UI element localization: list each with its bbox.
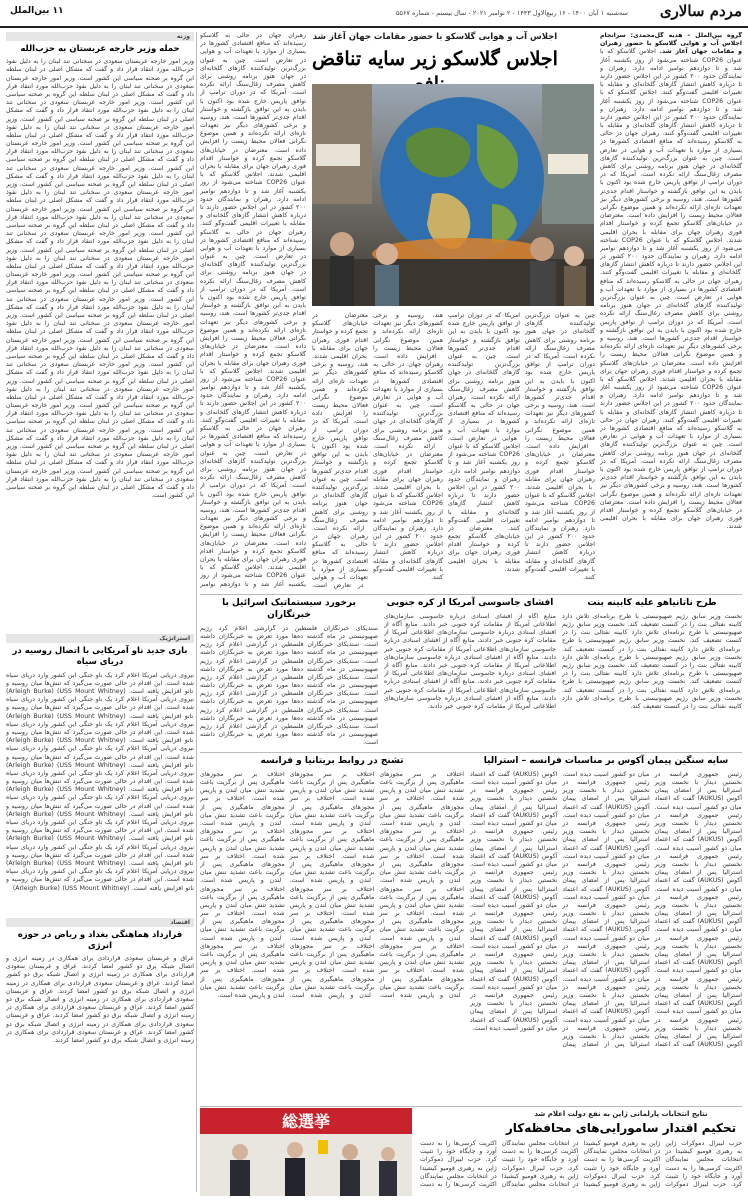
ukfr-p1: اختلاف بر سر مجوزهای ماهیگیری پس از برگزیت باعث تشدید تنش میان لندن و پاریس شده است. <box>379 770 464 803</box>
lead-photo-globe-protest <box>312 84 594 306</box>
ukfr-p19: اختلاف بر سر مجوزهای ماهیگیری پس از برگزیت باعث تشدید تنش میان لندن و پاریس شده است. <box>200 828 285 860</box>
netanyahu-p1: نخست وزیر سابق رژیم صهیونیستی با طرح برنامه‌ای تلاش دارد کابینه نفتالی بنت را در کنست تضعیف کند. <box>562 612 742 629</box>
lead-cont-9: آمریکا که در دوران ترامپ از توافق پاریس خارج شده بود اکنون با بایدن به این توافق بازگشته و خواستار اقدام جدی‌تر کشورها است. <box>200 285 306 318</box>
row-divider-2 <box>200 752 742 753</box>
sidebar-a1-p19: وزیر امور خارجه عربستان سعودی در سخنانی تند لبنان را به دلیل نفوذ حزب‌الله مورد انتقاد قرار داد و گفت که مشکل اصلی در لبنان سلطه این گروه بر صحنه سیاسی این کشور است. <box>6 443 194 475</box>
ukfr-p7: اختلاف بر سر مجوزهای ماهیگیری پس از برگزیت باعث تشدید تنش میان لندن و پاریس شده است. <box>379 942 464 975</box>
lead-col4-text2: آمریکا که در دوران ترامپ از توافق پاریس خارج شده بود اکنون با بایدن به این توافق بازگشته و خواستار اقدام جدی‌تر کشورها است. <box>525 352 595 410</box>
article-netanyahu <box>562 598 742 748</box>
lead-col3-text2: چین به عنوان بزرگ‌ترین تولیدکننده گازهای گلخانه‌ای در جهان هنوز برنامه روشنی برای کاهش مصرف زغال‌سنگ ارائه نکرده است. <box>448 352 520 401</box>
aukus-p7: رئیس جمهوری فرانسه در نخستین دیدار با نخست وزیر استرالیا پس از امضای پیمان آکوس (AUKUS) گفت که اعتماد میان دو کشور آسیب دیده است. <box>562 770 742 1049</box>
sidebar-section-head-1: وزنه <box>6 32 194 41</box>
ukfr-p5: اختلاف بر سر مجوزهای ماهیگیری پس از برگزیت باعث تشدید تنش میان لندن و پاریس شده است. <box>379 885 464 918</box>
lead-col2-text2: رهبران جهان در حالی به گلاسکو رسیده‌اند که منافع اقتصادی کشورها در بسیاری از موارد با تعهدات آب و هوایی در تعارض است. <box>373 361 443 410</box>
lead-cont-8: چین به عنوان بزرگ‌ترین تولیدکننده گازهای گلخانه‌ای در جهان هنوز برنامه روشنی برای کاهش مصرف زغال‌سنگ ارائه نکرده است. <box>200 253 306 293</box>
aukus-p17: رئیس جمهوری فرانسه در نخستین دیدار با نخست وزیر استرالیا پس از امضای پیمان آکوس (AUKUS) گفت که اعتماد میان دو کشور آسیب دیده است. <box>470 869 558 909</box>
lead-column-1 <box>312 312 368 590</box>
sidebar-a2-p6: نیروی دریایی آمریکا اعلام کرد یک ناو جنگی این کشور وارد دریای سیاه شده است. این اقدام در حالی صورت می‌گیرد که تنش‌ها میان روسیه و ناتو افزایش یافته است. (USS Mount Whitney) (Arleigh Burke) <box>6 794 194 818</box>
lead-col-e-more2: معترضان در خیابان‌های گلاسکو تجمع کرده و خواستار اقدام فوری رهبران جهان برای مقابله با بحران اقلیمی شدند. <box>600 498 742 531</box>
korea-spy-body <box>384 613 556 741</box>
sidebar-article1-body <box>6 58 194 628</box>
aukus-p16: رئیس جمهوری فرانسه در نخستین دیدار با نخست وزیر استرالیا پس از امضای پیمان آکوس (AUKUS) گفت که اعتماد میان دو کشور آسیب دیده است. <box>470 828 558 868</box>
israel-p5: سندیکای خبرنگاران فلسطین در گزارشی اعلام کرد رژیم صهیونیستی در ماه گذشته ده‌ها مورد تعرض به خبرنگاران داشته است. <box>200 690 378 714</box>
lead-col-e: معترضان در خیابان‌های گلاسکو تجمع کرده و خواستار اقدام فوری رهبران جهان برای مقابله با بحران اقلیمی شدند. <box>600 212 742 244</box>
lead-cont-4: هند، روسیه و برخی کشورهای دیگر نیز تعهدات تازه‌ای ارائه نکرده‌اند و همین موضوع نگرانی فعالان محیط زیست را افزایش داده است. <box>200 113 306 154</box>
korea-p5: منابع آگاه از افشای اسنادی درباره جاسوسی سازمان‌های اطلاعاتی آمریکا از مقامات کره جنوبی خبر دادند. <box>384 662 556 686</box>
aukus-p10: رئیس جمهوری فرانسه در نخستین دیدار با نخست وزیر استرالیا پس از امضای پیمان آکوس (AUKUS) گفت که اعتماد میان دو کشور آسیب دیده است. <box>562 860 650 901</box>
sidebar-article1-title[interactable]: حمله وزیر خارجه عربستان به حزب‌الله <box>20 44 180 54</box>
sidebar-a1-p7: وزیر امور خارجه عربستان سعودی در سخنانی تند لبنان را به دلیل نفوذ حزب‌الله مورد انتقاد قرار داد و گفت که مشکل اصلی در لبنان سلطه این گروه بر صحنه سیاسی این کشور است. <box>6 181 194 213</box>
korea-p3: منابع آگاه از افشای اسنادی درباره جاسوسی سازمان‌های اطلاعاتی آمریکا از مقامات کره جنوبی خبر دادند. <box>384 637 556 661</box>
sidebar-a1-p18: وزیر امور خارجه عربستان سعودی در سخنانی تند لبنان را به دلیل نفوذ حزب‌الله مورد انتقاد قرار داد و گفت که مشکل اصلی در لبنان سلطه این گروه بر صحنه سیاسی این کشور است. <box>6 426 194 451</box>
ukfr-p8: اختلاف بر سر مجوزهای ماهیگیری پس از برگزیت باعث تشدید تنش میان لندن و پاریس شده است. <box>379 967 464 999</box>
netanyahu-p4: نخست وزیر سابق رژیم صهیونیستی با طرح برنامه‌ای تلاش دارد کابینه نفتالی بنت را در کنست تضعیف کند. <box>562 653 742 669</box>
netanyahu-body <box>562 613 742 741</box>
sidebar-a1-p20: وزیر امور خارجه عربستان سعودی در سخنانی تند لبنان را به دلیل نفوذ حزب‌الله مورد انتقاد قرار داد و گفت که مشکل اصلی در لبنان سلطه این گروه بر صحنه سیاسی این کشور است. <box>6 467 194 500</box>
lead-col3-text5: معترضان در خیابان‌های گلاسکو تجمع کرده و خواستار اقدام فوری رهبران جهان برای مقابله با بحران اقلیمی شدند. <box>448 524 520 573</box>
japan-p4: حزب لیبرال دموکرات ژاپن به رهبری فومیو کیشیدا در انتخابات مجلس نمایندگان اکثریت کرسی‌ها را به دست آورد و جایگاه خود را تثبیت کرد. <box>420 1140 579 1188</box>
japan-banner-sign: 総選挙 <box>281 1112 331 1131</box>
issue-info: سه‌شنبه ۱ آبان ۱۴۰۰ - ۱۶ ربیع‌الاول ۱۴۴۳ - ۲ نوامبر ۲۰۲۱ - سال بیستم - شماره ۵۵۶۷ <box>395 9 628 17</box>
aukus-p4: رئیس جمهوری فرانسه در نخستین دیدار با نخست وزیر استرالیا پس از امضای پیمان آکوس (AUKUS) گفت که اعتماد میان دو کشور آسیب دیده است. <box>654 893 742 934</box>
lead-col-a-more: رهبران جهان در حالی به گلاسکو رسیده‌اند که منافع اقتصادی کشورها در بسیاری از موارد با تعهدات آب و هوایی در تعارض است. <box>600 277 742 301</box>
lead-col-c-more: آمریکا که در دوران ترامپ از توافق پاریس خارج شده بود اکنون با بایدن به این توافق بازگشته و خواستار اقدام جدی‌تر کشورها است. <box>600 318 742 342</box>
lead-title: اجلاس گلاسکو زیر سایه تناقض <box>312 48 558 71</box>
korea-p6: منابع آگاه از افشای اسنادی درباره جاسوسی سازمان‌های اطلاعاتی آمریکا از مقامات کره جنوبی خبر دادند. <box>384 678 556 702</box>
japan-kicker: نتایج انتخابات پارلمانی ژاپن به نفع دولت اعلام شد <box>534 1110 708 1118</box>
article-aukus <box>470 756 742 1101</box>
ukfr-p15: اختلاف بر سر مجوزهای ماهیگیری پس از برگزیت باعث تشدید تنش میان لندن و پاریس شده است. <box>289 942 375 975</box>
sidebar-article3-title[interactable]: قرارداد هماهنگی بغداد و ریاض در حوزه انرژی <box>17 929 183 951</box>
sidebar-a2-p5: نیروی دریایی آمریکا اعلام کرد یک ناو جنگی این کشور وارد دریای سیاه شده است. این اقدام در حالی صورت می‌گیرد که تنش‌ها میان روسیه و ناتو افزایش یافته است. (USS Mount Whitney) (Arleigh Burke) <box>6 769 194 794</box>
sidebar-a1-p14: وزیر امور خارجه عربستان سعودی در سخنانی تند لبنان را به دلیل نفوذ حزب‌الله مورد انتقاد قرار داد و گفت که مشکل اصلی در لبنان سلطه این گروه بر صحنه سیاسی این کشور است. <box>6 336 194 369</box>
israel-p4: سندیکای خبرنگاران فلسطین در گزارشی اعلام کرد رژیم صهیونیستی در ماه گذشته ده‌ها مورد تعرض به خبرنگاران داشته است. <box>200 673 378 698</box>
sidebar-a1-p5: وزیر امور خارجه عربستان سعودی در سخنانی تند لبنان را به دلیل نفوذ حزب‌الله مورد انتقاد قرار داد و گفت که مشکل اصلی در لبنان سلطه این گروه بر صحنه سیاسی این کشور است. <box>6 140 194 172</box>
ukfr-p6: اختلاف بر سر مجوزهای ماهیگیری پس از برگزیت باعث تشدید تنش میان لندن و پاریس شده است. <box>379 910 464 942</box>
sidebar-article2-body <box>6 672 194 912</box>
sidebar-a3-p5: عراق و عربستان سعودی قراردادی برای همکاری در زمینه انرژی و اتصال شبکه برق دو کشور امضا کردند. <box>6 1004 194 1020</box>
ukfr-p16: اختلاف بر سر مجوزهای ماهیگیری پس از برگزیت باعث تشدید تنش میان لندن و پاریس شده است. <box>289 967 375 999</box>
lead-col-c: آمریکا که در دوران ترامپ از توافق پاریس خارج شده بود اکنون با بایدن به این توافق بازگشته و خواستار اقدام جدی‌تر کشورها است. <box>600 171 742 203</box>
sidebar-a3-p6: عراق و عربستان سعودی قراردادی برای همکاری در زمینه انرژی و اتصال شبکه برق دو کشور امضا کردند. <box>6 1012 194 1036</box>
lead-col-a: رهبران جهان در حالی به گلاسکو رسیده‌اند که منافع اقتصادی کشورها در بسیاری از موارد با تعهدات آب و هوایی در تعارض است. <box>600 130 742 162</box>
sidebar-a2-p2: نیروی دریایی آمریکا اعلام کرد یک ناو جنگی این کشور وارد دریای سیاه شده است. این اقدام در حالی صورت می‌گیرد که تنش‌ها میان روسیه و ناتو افزایش یافته است. (USS Mount Whitney) (Arleigh Burke) <box>6 696 194 720</box>
aukus-p14: رئیس جمهوری فرانسه در نخستین دیدار با نخست وزیر استرالیا پس از امضای پیمان آکوس (AUKUS) گفت که اعتماد میان دو کشور آسیب دیده است. <box>470 770 650 1049</box>
lead-cont-5: معترضان در خیابان‌های گلاسکو تجمع کرده و خواستار اقدام فوری رهبران جهان برای مقابله با بحران اقلیمی شدند. <box>200 146 306 179</box>
ukfr-p20: اختلاف بر سر مجوزهای ماهیگیری پس از برگزیت باعث تشدید تنش میان لندن و پاریس شده است. <box>200 852 285 885</box>
aukus-p18: رئیس جمهوری فرانسه در نخستین دیدار با نخست وزیر استرالیا پس از امضای پیمان آکوس (AUKUS) گفت که اعتماد میان دو کشور آسیب دیده است. <box>470 910 558 950</box>
sidebar-a2-p3: نیروی دریایی آمریکا اعلام کرد یک ناو جنگی این کشور وارد دریای سیاه شده است. این اقدام در حالی صورت می‌گیرد که تنش‌ها میان روسیه و ناتو افزایش یافته است. (USS Mount Whitney) (Arleigh Burke) <box>6 720 194 745</box>
uk-france-body <box>200 771 464 1091</box>
ukfr-p2: اختلاف بر سر مجوزهای ماهیگیری پس از برگزیت باعث تشدید تنش میان لندن و پاریس شده است. <box>379 795 464 827</box>
sidebar-a1-p13: وزیر امور خارجه عربستان سعودی در سخنانی تند لبنان را به دلیل نفوذ حزب‌الله مورد انتقاد قرار داد و گفت که مشکل اصلی در لبنان سلطه این گروه بر صحنه سیاسی این کشور است. <box>6 312 194 344</box>
section-label: بین‌الملل <box>10 6 50 16</box>
lead-col1-text: معترضان در خیابان‌های گلاسکو تجمع کرده و خواستار اقدام فوری رهبران جهان برای مقابله با بحران اقلیمی شدند. <box>312 312 368 360</box>
netanyahu-p6: نخست وزیر سابق رژیم صهیونیستی با طرح برنامه‌ای تلاش دارد کابینه نفتالی بنت را در کنست تضعیف کند. <box>562 678 741 694</box>
lead-intro: گروه بین‌الملل – هدیه گل‌محمدی: سرانجام اجلاس آب و هوایی گلاسکو با حضور رهبران و مقامات جهان آغاز شد. <box>600 32 742 56</box>
lead-col-c-more2: آمریکا که در دوران ترامپ از توافق پاریس خارج شده بود اکنون با بایدن به این توافق بازگشته و خواستار اقدام جدی‌تر کشورها است. <box>600 457 742 490</box>
ukfr-p9: اختلاف بر سر مجوزهای ماهیگیری پس از برگزیت باعث تشدید تنش میان لندن و پاریس شده است. <box>289 770 375 803</box>
uk-france-title[interactable]: تشنج در روابط بریتانیا و فرانسه <box>260 756 404 766</box>
lead-cont-7: رهبران جهان در حالی به گلاسکو رسیده‌اند که منافع اقتصادی کشورها در بسیاری از موارد با تعهدات آب و هوایی در تعارض است. <box>200 228 306 261</box>
lead-continuation-column <box>200 32 306 588</box>
ukfr-p12: اختلاف بر سر مجوزهای ماهیگیری پس از برگزیت باعث تشدید تنش میان لندن و پاریس شده است. <box>289 852 375 885</box>
lead-intro-column <box>600 32 742 672</box>
israel-journalists-title[interactable]: برخورد سیستماتیک اسرائیل با خبرنگاران <box>222 598 356 620</box>
lead-col4-text3: هند، روسیه و برخی کشورهای دیگر نیز تعهدات تازه‌ای ارائه نکرده‌اند و همین موضوع نگرانی فعالان محیط زیست را افزایش داده است. <box>525 402 595 450</box>
ukfr-p17: اختلاف بر سر مجوزهای ماهیگیری پس از برگزیت باعث تشدید تنش میان لندن و پاریس شده است. <box>200 770 285 803</box>
netanyahu-p3: نخست وزیر سابق رژیم صهیونیستی با طرح برنامه‌ای تلاش دارد کابینه نفتالی بنت را در کنست تضعیف کند. <box>562 637 741 653</box>
netanyahu-p2: نخست وزیر سابق رژیم صهیونیستی با طرح برنامه‌ای تلاش دارد کابینه نفتالی بنت را در کنست تضعیف کند. <box>562 621 742 645</box>
lead-column-4 <box>525 312 595 590</box>
ukfr-p18: اختلاف بر سر مجوزهای ماهیگیری پس از برگزیت باعث تشدید تنش میان لندن و پاریس شده است. <box>200 795 285 827</box>
lead-col-b-more2: چین به عنوان بزرگ‌ترین تولیدکننده گازهای گلخانه‌ای در جهان هنوز برنامه روشنی برای کاهش مصرف زغال‌سنگ ارائه نکرده است. <box>600 441 742 465</box>
row-divider-3 <box>200 1106 742 1107</box>
lead-cont-2: چین به عنوان بزرگ‌ترین تولیدکننده گازهای گلخانه‌ای در جهان هنوز برنامه روشنی برای کاهش مصرف زغال‌سنگ ارائه نکرده است. <box>200 56 306 97</box>
ukfr-p23: اختلاف بر سر مجوزهای ماهیگیری پس از برگزیت باعث تشدید تنش میان لندن و پاریس شده است. <box>200 942 285 975</box>
aukus-p5: رئیس جمهوری فرانسه در نخستین دیدار با نخست وزیر استرالیا پس از امضای پیمان آکوس (AUKUS) گفت که اعتماد میان دو کشور آسیب دیده است. <box>654 934 742 975</box>
article-uk-france <box>200 756 464 1101</box>
japan-p2: حزب لیبرال دموکرات ژاپن به رهبری فومیو کیشیدا در انتخابات مجلس نمایندگان اکثریت کرسی‌ها را به دست آورد و جایگاه خود را تثبیت کرد. <box>583 1140 727 1188</box>
lead-cont-16: هند، روسیه و برخی کشورهای دیگر نیز تعهدات تازه‌ای ارائه نکرده‌اند و همین موضوع نگرانی فعالان محیط زیست را افزایش داده است. <box>200 506 306 547</box>
sidebar-a3-p3: عراق و عربستان سعودی قراردادی برای همکاری در زمینه انرژی و اتصال شبکه برق دو کشور امضا کردند. <box>6 979 194 995</box>
ukfr-p4: اختلاف بر سر مجوزهای ماهیگیری پس از برگزیت باعث تشدید تنش میان لندن و پاریس شده است. <box>379 852 464 885</box>
lead-cont-11: معترضان در خیابان‌های گلاسکو تجمع کرده و خواستار اقدام فوری رهبران جهان برای مقابله با بحران اقلیمی شدند. <box>200 343 306 375</box>
korea-p7: منابع آگاه از افشای اسنادی درباره جاسوسی سازمان‌های اطلاعاتی آمریکا از مقامات کره جنوبی خبر دادند. <box>384 694 556 710</box>
netanyahu-p7: نخست وزیر سابق رژیم صهیونیستی با طرح برنامه‌ای تلاش دارد کابینه نفتالی بنت را در کنست تضعیف کند. <box>562 694 742 710</box>
aukus-p13: رئیس جمهوری فرانسه در نخستین دیدار با نخست وزیر استرالیا پس از امضای پیمان آکوس (AUKUS) گفت که اعتماد میان دو کشور آسیب دیده است. <box>562 983 650 1024</box>
lead-kicker: اجلاس آب و هوایی گلاسکو با حضور مقامات جهان آغاز شد <box>312 32 558 42</box>
ukfr-p21: اختلاف بر سر مجوزهای ماهیگیری پس از برگزیت باعث تشدید تنش میان لندن و پاریس شده است. <box>200 885 285 918</box>
sidebar-a1-p2: وزیر امور خارجه عربستان سعودی در سخنانی تند لبنان را به دلیل نفوذ حزب‌الله مورد انتقاد قرار داد و گفت که مشکل اصلی در لبنان سلطه این گروه بر صحنه سیاسی این کشور است. <box>6 74 194 107</box>
lead-col1-text3: آمریکا که در دوران ترامپ از توافق پاریس خارج شده بود اکنون با بایدن به این توافق بازگشته و خواستار اقدام جدی‌تر کشورها است. <box>312 418 368 483</box>
korea-spy-title[interactable]: افشای جاسوسی آمریکا از کره جنوبی <box>386 598 554 608</box>
aukus-p9: رئیس جمهوری فرانسه در نخستین دیدار با نخست وزیر استرالیا پس از امضای پیمان آکوس (AUKUS) گفت که اعتماد میان دو کشور آسیب دیده است. <box>562 820 650 860</box>
lead-cont-18: اجلاس گلاسکو که با عنوان COP26 شناخته می‌شود از روز یکشنبه آغاز شد و تا دوازدهم نوامبر <box>200 564 306 588</box>
sidebar-a1-p17: وزیر امور خارجه عربستان سعودی در سخنانی تند لبنان را به دلیل نفوذ حزب‌الله مورد انتقاد قرار داد و گفت که مشکل اصلی در لبنان سلطه این گروه بر صحنه سیاسی این کشور است. <box>6 402 194 434</box>
japan-headline-block <box>500 1110 742 1137</box>
sidebar-divider <box>196 32 197 1192</box>
sidebar-a3-p7: عراق و عربستان سعودی قراردادی برای همکاری در زمینه انرژی و اتصال شبکه برق دو کشور امضا کردند. <box>6 1028 194 1044</box>
sidebar-a1-p3: وزیر امور خارجه عربستان سعودی در سخنانی تند لبنان را به دلیل نفوذ حزب‌الله مورد انتقاد قرار داد و گفت که مشکل اصلی در لبنان سلطه این گروه بر صحنه سیاسی این کشور است. <box>6 99 194 123</box>
israel-p3: سندیکای خبرنگاران فلسطین در گزارشی اعلام کرد رژیم صهیونیستی در ماه گذشته ده‌ها مورد تعرض به خبرنگاران داشته است. <box>200 657 378 681</box>
lead-body-cont: اجلاس گلاسکو که با عنوان COP26 شناخته می‌شود از روز یکشنبه آغاز شد و تا دوازدهم نوامبر ادامه دارد. رهبران و نمایندگان حدود ۲۰۰ کشور در این اجلاس حضور دارند تا درباره کاهش انتشار گازهای گلخانه‌ای و مقابله با تغییرات اقلیمی گفت‌وگو کنند. <box>600 89 742 138</box>
lead-col-a-more2: رهبران جهان در حالی به گلاسکو رسیده‌اند که منافع اقتصادی کشورها در بسیاری از موارد با تعهدات آب و هوایی در تعارض است. <box>600 416 742 449</box>
sidebar-section-head-3: اقتصاد <box>6 918 194 927</box>
lead-col-b: چین به عنوان بزرگ‌ترین تولیدکننده گازهای گلخانه‌ای در جهان هنوز برنامه روشنی برای کاهش مصرف زغال‌سنگ ارائه نکرده است. <box>600 154 742 179</box>
korea-p4: منابع آگاه از افشای اسنادی درباره جاسوسی سازمان‌های اطلاعاتی آمریکا از مقامات کره جنوبی خبر دادند. <box>384 653 556 669</box>
lead-column-3 <box>448 312 520 590</box>
sidebar-a1-p8: وزیر امور خارجه عربستان سعودی در سخنانی تند لبنان را به دلیل نفوذ حزب‌الله مورد انتقاد قرار داد و گفت که مشکل اصلی در لبنان سلطه این گروه بر صحنه سیاسی این کشور است. <box>6 205 194 238</box>
aukus-p6: رئیس جمهوری فرانسه در نخستین دیدار با نخست وزیر استرالیا پس از امضای پیمان آکوس (AUKUS) گفت که اعتماد میان دو کشور آسیب دیده است. <box>654 975 742 1016</box>
masthead <box>0 0 748 28</box>
korea-p1: منابع آگاه از افشای اسنادی درباره جاسوسی سازمان‌های اطلاعاتی آمریکا از مقامات کره جنوبی خبر دادند. <box>384 612 556 629</box>
newspaper-brand[interactable]: مردم سالاری <box>659 2 742 20</box>
japan-body <box>420 1140 742 1196</box>
japan-title[interactable]: تحکیم اقتدار سامورایی‌های محافظه‌کار <box>505 1121 737 1136</box>
sidebar-a3-p2: عراق و عربستان سعودی قراردادی برای همکاری در زمینه انرژی و اتصال شبکه برق دو کشور امضا کردند. <box>6 963 194 987</box>
sidebar-a2-p7: نیروی دریایی آمریکا اعلام کرد یک ناو جنگی این کشور وارد دریای سیاه شده است. این اقدام در حالی صورت می‌گیرد که تنش‌ها میان روسیه و ناتو افزایش یافته است. (USS Mount Whitney) (Arleigh Burke) <box>6 819 194 843</box>
israel-p1: سندیکای خبرنگاران فلسطین در گزارشی اعلام کرد رژیم صهیونیستی در ماه گذشته ده‌ها مورد تعرض به خبرنگاران داشته است. <box>200 624 378 649</box>
section-title <box>10 6 64 18</box>
sidebar-a2-p1: نیروی دریایی آمریکا اعلام کرد یک ناو جنگی این کشور وارد دریای سیاه شده است. این اقدام در حالی صورت می‌گیرد که تنش‌ها میان روسیه و ناتو افزایش یافته است. (USS Mount Whitney) (Arleigh Burke) <box>6 671 194 696</box>
sidebar-article2-title[interactable]: بازی جدید ناو آمریکایی با اتصال روسیه در دریای سیاه <box>12 646 188 668</box>
ukfr-p14: اختلاف بر سر مجوزهای ماهیگیری پس از برگزیت باعث تشدید تنش میان لندن و پاریس شده است. <box>289 910 375 942</box>
article-israel-journalists <box>200 598 378 748</box>
lead-cont-10: هند، روسیه و برخی کشورهای دیگر نیز تعهدات تازه‌ای ارائه نکرده‌اند و همین موضوع نگرانی فعالان محیط زیست را افزایش داده است. <box>200 310 306 351</box>
lead-col4-text4: معترضان در خیابان‌های گلاسکو تجمع کرده و خواستار اقدام فوری رهبران جهان برای مقابله با بحران اقلیمی شدند. <box>525 451 595 491</box>
ukfr-p24: اختلاف بر سر مجوزهای ماهیگیری پس از برگزیت باعث تشدید تنش میان لندن و پاریس شده است. <box>200 967 285 999</box>
israel-p7: سندیکای خبرنگاران فلسطین در گزارشی اعلام کرد رژیم صهیونیستی در ماه گذشته ده‌ها مورد تعرض به خبرنگاران داشته است. <box>200 723 378 747</box>
lead-col2-text4: معترضان در خیابان‌های گلاسکو تجمع کرده و خواستار اقدام فوری رهبران جهان برای مقابله با بحران اقلیمی شدند. <box>373 451 443 491</box>
lead-col-d-more2: هند، روسیه و برخی کشورهای دیگر نیز تعهدات تازه‌ای ارائه نکرده‌اند و همین موضوع نگرانی فعالان محیط زیست را افزایش داده است. <box>600 482 742 506</box>
lead-col-b-more: چین به عنوان بزرگ‌ترین تولیدکننده گازهای گلخانه‌ای در جهان هنوز برنامه روشنی برای کاهش مصرف زغال‌سنگ ارائه نکرده است. <box>600 294 742 326</box>
sidebar-a1-p12: وزیر امور خارجه عربستان سعودی در سخنانی تند لبنان را به دلیل نفوذ حزب‌الله مورد انتقاد قرار داد و گفت که مشکل اصلی در لبنان سلطه این گروه بر صحنه سیاسی این کشور است. <box>6 295 194 320</box>
sidebar-a1-p10: وزیر امور خارجه عربستان سعودی در سخنانی تند لبنان را به دلیل نفوذ حزب‌الله مورد انتقاد قرار داد و گفت که مشکل اصلی در لبنان سلطه این گروه بر صحنه سیاسی این کشور است. <box>6 246 194 279</box>
aukus-p8: رئیس جمهوری فرانسه در نخستین دیدار با نخست وزیر استرالیا پس از امضای پیمان آکوس (AUKUS) گفت که اعتماد میان دو کشور آسیب دیده است. <box>562 779 650 819</box>
lead-cont-3: آمریکا که در دوران ترامپ از توافق پاریس خارج شده بود اکنون با بایدن به این توافق بازگشته و خواستار اقدام جدی‌تر کشورها است. <box>200 89 306 121</box>
lead-col3-text4: اجلاس گلاسکو که با عنوان COP26 شناخته می‌شود از روز یکشنبه آغاز شد و تا دوازدهم نوامبر ادامه دارد. رهبران و نمایندگان حدود ۲۰۰ کشور در این اجلاس حضور دارند تا درباره کاهش انتشار گازهای گلخانه‌ای و مقابله با تغییرات اقلیمی گفت‌وگو کنند. <box>448 443 520 532</box>
left-sidebar <box>6 32 194 1192</box>
japan-p1: حزب لیبرال دموکرات ژاپن به رهبری فومیو کیشیدا در انتخابات مجلس نمایندگان اکثریت کرسی‌ها را به دست آورد و جایگاه خود را تثبیت کرد. <box>665 1140 742 1188</box>
row-divider-1 <box>200 594 742 595</box>
lead-cont-1: رهبران جهان در حالی به گلاسکو رسیده‌اند که منافع اقتصادی کشورها در بسیاری از موارد با تعهدات آب و هوایی در تعارض است. <box>200 32 306 64</box>
netanyahu-p5: نخست وزیر سابق رژیم صهیونیستی با طرح برنامه‌ای تلاش دارد کابینه نفتالی بنت را در کنست تضعیف کند. <box>562 662 742 686</box>
sidebar-a3-p4: عراق و عربستان سعودی قراردادی برای همکاری در زمینه انرژی و اتصال شبکه برق دو کشور امضا کردند. <box>6 987 194 1012</box>
sidebar-a3-p1: عراق و عربستان سعودی قراردادی برای همکاری در زمینه انرژی و اتصال شبکه برق دو کشور امضا کردند. <box>6 955 194 971</box>
sidebar-a1-p11: وزیر امور خارجه عربستان سعودی در سخنانی تند لبنان را به دلیل نفوذ حزب‌الله مورد انتقاد قرار داد و گفت که مشکل اصلی در لبنان سلطه این گروه بر صحنه سیاسی این کشور است. <box>6 271 194 303</box>
aukus-title[interactable]: سایه سنگین پیمان آکوس بر مناسبات فرانسه – استرالیا <box>483 756 729 766</box>
lead-cont-12: اجلاس گلاسکو که با عنوان COP26 شناخته می‌شود از روز یکشنبه آغاز شد و تا دوازدهم نوامبر ادامه دارد. رهبران و نمایندگان حدود ۲۰۰ کشور در این اجلاس حضور دارند تا درباره کاهش انتشار گازهای گلخانه‌ای و مقابله با تغییرات اقلیمی گفت‌وگو کنند. <box>200 367 306 424</box>
aukus-p11: رئیس جمهوری فرانسه در نخستین دیدار با نخست وزیر استرالیا پس از امضای پیمان آکوس (AUKUS) گفت که اعتماد میان دو کشور آسیب دیده است. <box>562 901 650 942</box>
lead-col-d-more: هند، روسیه و برخی کشورهای دیگر نیز تعهدات تازه‌ای ارائه نکرده‌اند و همین موضوع نگرانی فعالان محیط زیست را افزایش داده است. <box>600 334 742 367</box>
lead-col1-text2: هند، روسیه و برخی کشورهای دیگر نیز تعهدات تازه‌ای ارائه نکرده‌اند و همین موضوع نگرانی فعالان محیط زیست را افزایش داده است. <box>312 361 368 426</box>
lead-cont-17: معترضان در خیابان‌های گلاسکو تجمع کرده و خواستار اقدام فوری رهبران جهان برای مقابله با بحران اقلیمی شدند. <box>200 539 306 572</box>
lead-col-d: هند، روسیه و برخی کشورهای دیگر نیز تعهدات تازه‌ای ارائه نکرده‌اند و همین موضوع نگرانی فعالان محیط زیست را افزایش داده است. <box>600 195 742 220</box>
sidebar-a1-p16: وزیر امور خارجه عربستان سعودی در سخنانی تند لبنان را به دلیل نفوذ حزب‌الله مورد انتقاد قرار داد و گفت که مشکل اصلی در لبنان سلطه این گروه بر صحنه سیاسی این کشور است. <box>6 377 194 410</box>
ukfr-p3: اختلاف بر سر مجوزهای ماهیگیری پس از برگزیت باعث تشدید تنش میان لندن و پاریس شده است. <box>379 828 464 860</box>
sidebar-a2-p8: نیروی دریایی آمریکا اعلام کرد یک ناو جنگی این کشور وارد دریای سیاه شده است. این اقدام در حالی صورت می‌گیرد که تنش‌ها میان روسیه و ناتو افزایش یافته است. (USS Mount Whitney) (Arleigh Burke) <box>6 843 194 867</box>
lead-cont-15: آمریکا که در دوران ترامپ از توافق پاریس خارج شده بود اکنون با بایدن به این توافق بازگشته و خواستار اقدام جدی‌تر کشورها است. <box>200 482 306 514</box>
lead-col3-text3: رهبران جهان در حالی به گلاسکو رسیده‌اند که منافع اقتصادی کشورها در بسیاری از موارد با تعهدات آب و هوایی در تعارض است. <box>448 393 520 442</box>
ukfr-p22: اختلاف بر سر مجوزهای ماهیگیری پس از برگزیت باعث تشدید تنش میان لندن و پاریس شده است. <box>200 910 285 942</box>
ukfr-p11: اختلاف بر سر مجوزهای ماهیگیری پس از برگزیت باعث تشدید تنش میان لندن و پاریس شده است. <box>289 828 375 860</box>
sidebar-a1-p9: وزیر امور خارجه عربستان سعودی در سخنانی تند لبنان را به دلیل نفوذ حزب‌الله مورد انتقاد قرار داد و گفت که مشکل اصلی در لبنان سلطه این گروه بر صحنه سیاسی این کشور است. <box>6 230 194 254</box>
sidebar-a1-p6: وزیر امور خارجه عربستان سعودی در سخنانی تند لبنان را به دلیل نفوذ حزب‌الله مورد انتقاد قرار داد و گفت که مشکل اصلی در لبنان سلطه این گروه بر صحنه سیاسی این کشور است. <box>6 164 194 189</box>
sidebar-a2-p4: نیروی دریایی آمریکا اعلام کرد یک ناو جنگی این کشور وارد دریای سیاه شده است. این اقدام در حالی صورت می‌گیرد که تنش‌ها میان روسیه و ناتو افزایش یافته است. (USS Mount Whitney) (Arleigh Burke) <box>6 745 194 769</box>
lead-col2-text3: چین به عنوان بزرگ‌ترین تولیدکننده گازهای گلخانه‌ای در جهان هنوز برنامه روشنی برای کاهش مصرف زغال‌سنگ ارائه نکرده است. <box>373 402 443 450</box>
lead-col3-text: آمریکا که در دوران ترامپ از توافق پاریس خارج شده بود اکنون با بایدن به این توافق بازگشته و خواستار اقدام جدی‌تر کشورها است. <box>448 312 520 360</box>
sidebar-a1-p15: وزیر امور خارجه عربستان سعودی در سخنانی تند لبنان را به دلیل نفوذ حزب‌الله مورد انتقاد قرار داد و گفت که مشکل اصلی در لبنان سلطه این گروه بر صحنه سیاسی این کشور است. <box>6 361 194 385</box>
sidebar-a2-p9: نیروی دریایی آمریکا اعلام کرد یک ناو جنگی این کشور وارد دریای سیاه شده است. این اقدام در حالی صورت می‌گیرد که تنش‌ها میان روسیه و ناتو افزایش یافته است. (USS Mount Whitney) (Arleigh Burke) <box>6 868 194 892</box>
aukus-p1: رئیس جمهوری فرانسه در نخستین دیدار با نخست وزیر استرالیا پس از امضای پیمان آکوس (AUKUS) گفت که اعتماد میان دو کشور آسیب دیده است. <box>654 770 742 811</box>
aukus-p15: رئیس جمهوری فرانسه در نخستین دیدار با نخست وزیر استرالیا پس از امضای پیمان آکوس (AUKUS) گفت که اعتماد میان دو کشور آسیب دیده است. <box>470 787 558 827</box>
aukus-p19: رئیس جمهوری فرانسه در نخستین دیدار با نخست وزیر استرالیا پس از امضای پیمان آکوس (AUKUS) گفت که اعتماد میان دو کشور آسیب دیده است. <box>470 951 558 991</box>
israel-p6: سندیکای خبرنگاران فلسطین در گزارشی اعلام کرد رژیم صهیونیستی در ماه گذشته ده‌ها مورد تعرض به خبرنگاران داشته است. <box>200 706 378 730</box>
lead-cont-6: اجلاس گلاسکو که با عنوان COP26 شناخته می‌شود از روز یکشنبه آغاز شد و تا دوازدهم نوامبر ادامه دارد. رهبران و نمایندگان حدود ۲۰۰ کشور در این اجلاس حضور دارند تا درباره کاهش انتشار گازهای گلخانه‌ای و مقابله با تغییرات اقلیمی گفت‌وگو کنند. <box>200 171 306 228</box>
lead-body-more2: اجلاس گلاسکو که با عنوان COP26 شناخته می‌شود از روز یکشنبه آغاز شد و تا دوازدهم نوامبر ادامه دارد. رهبران و نمایندگان حدود ۲۰۰ کشور در این اجلاس حضور دارند تا درباره کاهش انتشار گازهای گلخانه‌ای و مقابله با تغییرات اقلیمی گفت‌وگو کنند. <box>600 375 742 424</box>
israel-p2: سندیکای خبرنگاران فلسطین در گزارشی اعلام کرد رژیم صهیونیستی در ماه گذشته ده‌ها مورد تعرض به خبرنگاران داشته است. <box>200 641 378 665</box>
lead-col1-text5: رهبران جهان در حالی به گلاسکو رسیده‌اند که منافع اقتصادی کشورها در بسیاری از موارد با تعهدات آب و هوایی در تعارض است. <box>312 533 368 590</box>
ukfr-p10: اختلاف بر سر مجوزهای ماهیگیری پس از برگزیت باعث تشدید تنش میان لندن و پاریس شده است. <box>289 795 375 827</box>
sidebar-article3-body <box>6 955 194 1105</box>
article-korea-spy <box>384 598 556 748</box>
page-number: ۱۱ <box>52 6 64 16</box>
japan-p5: حزب لیبرال دموکرات ژاپن به رهبری فومیو کیشیدا در انتخابات مجلس نمایندگان اکثریت کرسی‌ها را به دست <box>420 1156 497 1188</box>
sidebar-a1-p4: وزیر امور خارجه عربستان سعودی در سخنانی تند لبنان را به دلیل نفوذ حزب‌الله مورد انتقاد قرار داد و گفت که مشکل اصلی در لبنان سلطه این گروه بر صحنه سیاسی این کشور است. <box>6 115 194 148</box>
korea-p2: منابع آگاه از افشای اسنادی درباره جاسوسی سازمان‌های اطلاعاتی آمریکا از مقامات کره جنوبی خبر دادند. <box>384 621 556 645</box>
japan-photo-illustration <box>200 1108 412 1196</box>
sidebar-section-head-2: استراتژیک <box>6 634 194 643</box>
aukus-body <box>470 771 742 1091</box>
lead-col1-text4: چین به عنوان بزرگ‌ترین تولیدکننده گازهای گلخانه‌ای در جهان هنوز برنامه روشنی برای کاهش مصرف زغال‌سنگ ارائه نکرده است. <box>312 475 368 532</box>
lead-col2-text5: اجلاس گلاسکو که با عنوان COP26 شناخته می‌شود از روز یکشنبه آغاز شد و تا دوازدهم نوامبر ادامه دارد. رهبران و نمایندگان حدود ۲۰۰ کشور در این اجلاس حضور دارند تا درباره کاهش انتشار گازهای گلخانه‌ای و مقابله با تغییرات اقلیمی گفت‌وگو کنند. <box>373 492 443 581</box>
lead-cont-13: رهبران جهان در حالی به گلاسکو رسیده‌اند که منافع اقتصادی کشورها در بسیاری از موارد با تعهدات آب و هوایی در تعارض است. <box>200 425 306 457</box>
lead-col4-text5: اجلاس گلاسکو که با عنوان COP26 شناخته می‌شود از روز یکشنبه آغاز شد و تا دوازدهم نوامبر ادامه دارد. رهبران و نمایندگان حدود ۲۰۰ کشور در این اجلاس حضور دارند تا درباره کاهش انتشار گازهای گلخانه‌ای و مقابله با تغییرات اقلیمی گفت‌وگو کنند. <box>525 492 595 581</box>
lead-cont-14: چین به عنوان بزرگ‌ترین تولیدکننده گازهای گلخانه‌ای در جهان هنوز برنامه روشنی برای کاهش مصرف زغال‌سنگ ارائه نکرده است. <box>200 449 306 490</box>
lead-col-e-more: معترضان در خیابان‌های گلاسکو تجمع کرده و خواستار اقدام فوری رهبران جهان برای مقابله با بحران اقلیمی شدند. <box>600 359 742 383</box>
aukus-p3: رئیس جمهوری فرانسه در نخستین دیدار با نخست وزیر استرالیا پس از امضای پیمان آکوس (AUKUS) گفت که اعتماد میان دو کشور آسیب دیده است. <box>654 852 742 893</box>
aukus-p12: رئیس جمهوری فرانسه در نخستین دیدار با نخست وزیر استرالیا پس از امضای پیمان آکوس (AUKUS) گفت که اعتماد میان دو کشور آسیب دیده است. <box>562 942 650 983</box>
israel-journalists-body <box>200 625 378 753</box>
aukus-p2: رئیس جمهوری فرانسه در نخستین دیدار با نخست وزیر استرالیا پس از امضای پیمان آکوس (AUKUS) گفت که اعتماد میان دو کشور آسیب دیده است. <box>654 811 742 852</box>
lead-body-more: اجلاس گلاسکو که با عنوان COP26 شناخته می‌شود از روز یکشنبه آغاز شد و تا دوازدهم نوامبر ادامه دارد. رهبران و نمایندگان حدود ۲۰۰ کشور در این اجلاس حضور دارند تا درباره کاهش انتشار گازهای گلخانه‌ای و مقابله با تغییرات اقلیمی گفت‌وگو کنند. <box>600 236 742 277</box>
ukfr-p13: اختلاف بر سر مجوزهای ماهیگیری پس از برگزیت باعث تشدید تنش میان لندن و پاریس شده است. <box>289 885 375 918</box>
lead-body: اجلاس گلاسکو که با عنوان COP26 شناخته می‌شود از روز یکشنبه آغاز شد و تا دوازدهم نوامبر ادامه دارد. رهبران و نمایندگان حدود ۲۰۰ کشور در این اجلاس حضور دارند تا درباره کاهش انتشار گازهای گلخانه‌ای و مقابله با تغییرات اقلیمی گفت‌وگو کنند. <box>600 48 742 97</box>
aukus-p20: رئیس جمهوری فرانسه در نخستین دیدار با نخست وزیر استرالیا پس از امضای پیمان آکوس (AUKUS) گفت که اعتماد میان دو کشور آسیب دیده است. <box>470 991 558 1032</box>
sidebar-a1-p1: وزیر امور خارجه عربستان سعودی در سخنانی تند لبنان را به دلیل نفوذ حزب‌الله مورد انتقاد قرار داد و گفت که مشکل اصلی در لبنان سلطه این گروه بر صحنه سیاسی این کشور است. <box>6 58 194 82</box>
japan-p3: حزب لیبرال دموکرات ژاپن به رهبری فومیو کیشیدا در انتخابات مجلس نمایندگان اکثریت کرسی‌ها را به دست آورد و جایگاه خود را تثبیت کرد. <box>501 1140 661 1188</box>
japan-election-photo <box>200 1108 412 1196</box>
lead-column-2 <box>373 312 443 590</box>
netanyahu-title[interactable]: طرح ناتانیاهو علیه کابینه بنت <box>587 598 717 608</box>
lead-col4-text: چین به عنوان بزرگ‌ترین تولیدکننده گازهای گلخانه‌ای در جهان هنوز برنامه روشنی برای کاهش مصرف زغال‌سنگ ارائه نکرده است. <box>525 312 595 360</box>
globe-photo-illustration <box>312 84 594 306</box>
lead-col2-text: هند، روسیه و برخی کشورهای دیگر نیز تعهدات تازه‌ای ارائه نکرده‌اند و همین موضوع نگرانی فعالان محیط زیست را افزایش داده است. <box>373 312 443 360</box>
